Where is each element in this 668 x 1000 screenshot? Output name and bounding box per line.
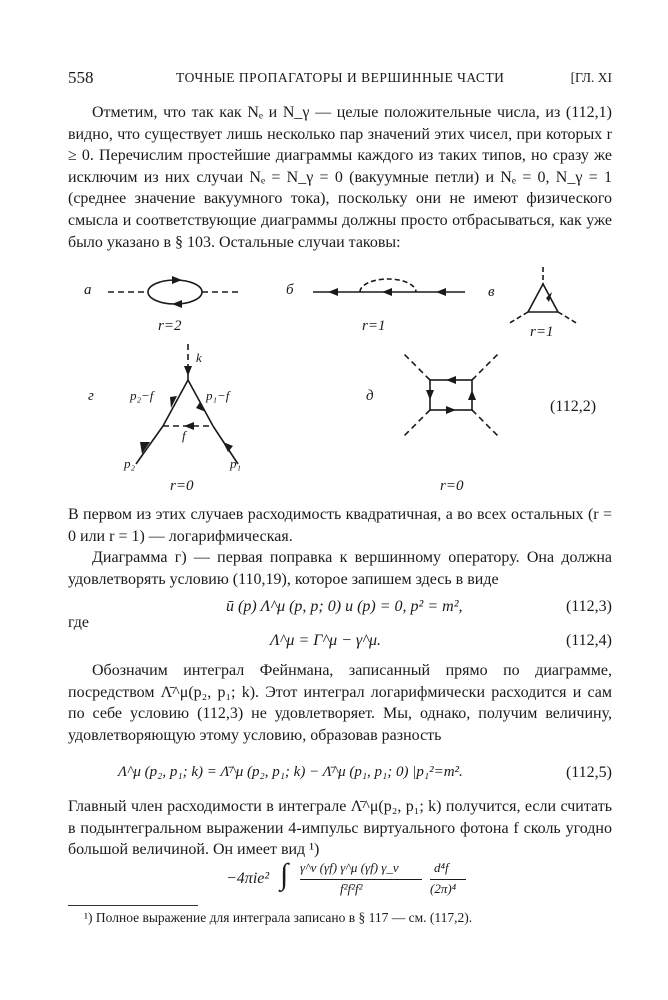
equation-integral [226,860,486,900]
diagram-v [508,267,578,324]
diagram-g-left-internal-line [163,380,188,426]
label-f: f [182,428,186,443]
diagram-g [136,344,238,464]
running-title: ТОЧНЫЕ ПРОПАГАТОРЫ И ВЕРШИННЫЕ ЧАСТИ [176,70,505,85]
arrow-icon [446,376,456,384]
diagram-d-photon-bottom-right [472,410,500,438]
arrow-icon [328,288,338,296]
label-r-d: r=0 [440,478,464,494]
diagram-d-electron-box [430,380,472,410]
paragraph-divergence [68,504,612,547]
label-a: а [84,282,92,298]
paragraph-intro [68,102,612,253]
label-d: д [366,388,374,404]
diagram-g-outgoing-electron-line [136,426,163,464]
diagram-d-photon-top-left [402,352,430,380]
diagram-d [402,352,500,438]
diagram-a [108,276,240,308]
label-v: в [488,284,495,300]
integral-numerator: γ^ν (γf) γ^μ (γf) γ_ν [300,860,399,875]
equation-112-5: Λ^μ (p₂, p₁; k) = Λ̄^μ (p₂, p₁; k) − Λ̄^μ (p₁, p₁; 0) |p₁²=m². [118,764,463,780]
label-p2-minus-f: p₂−f [130,388,154,403]
footnote-rule [68,905,198,906]
equation-112-4: Λ^μ = Γ^μ − γ^μ. [270,632,382,649]
arrow-icon [223,442,233,452]
equation-number-112-5: (112,5) [565,764,612,781]
running-header [68,68,612,90]
paragraph-leading-term [68,796,612,861]
arrow-icon [426,390,434,400]
where-word: где [68,614,90,631]
footnote: ¹) Полное выражение для интеграла записано в § 117 — см. (117,2). [84,910,473,925]
paragraph-vertex-text: Диаграмма г) — первая поправка к вершинному оператору. Она должна удовлетворять условию (110,19), которое запишем здесь в виде [68,549,612,588]
measure-fraction-bar [430,879,466,880]
label-b: б [286,282,294,298]
diagram-v-left-photon-line [508,312,528,324]
equation-112-3: ū (p) Λ^μ (p, p; 0) u (p) = 0, p² = m², [226,598,463,615]
paragraph-leading-term-text: Главный член расходимости в интеграле Λ̄^μ(p₂, p₁; k) получится, если считать в подынтегральном выражении 4-импульс виртуального фотона f сколь угодно большой величиной. Он имеет вид ¹) [68,798,612,859]
page-number: 558 [68,68,94,87]
paragraph-divergence-text: В первом из этих случаев расходимость квадратичная, а во всех остальных (r = 0 или r = 1) — логарифмическая. [68,506,612,545]
label-r-g: r=0 [170,478,194,494]
integral-denominator: f²f²f² [340,881,363,896]
arrow-icon [172,276,182,284]
feynman-diagrams-figure [60,262,620,507]
diagram-d-photon-top-right [472,352,500,380]
arrow-icon [172,300,182,308]
diagrams-svg [60,262,620,507]
label-g: г [88,388,94,404]
chapter-label: [ГЛ. XI [570,70,612,85]
diagram-v-electron-triangle [528,284,558,312]
integral-prefix: −4πie² [226,870,270,887]
diagram-b [313,279,465,296]
measure-numerator: d⁴f [434,860,449,875]
paragraph-feynman-integral-text: Обозначим интеграл Фейнмана, записанный прямо по диаграмме, посредством Λ̄^μ(p₂, p₁; k). Этот интеграл логарифмически расходится и сам по себе условию (112,3) не удовлетворяет. Мы, однако, получим величину, удовлетворяющую этому условию, образовав разность [68,662,612,744]
arrow-icon [382,288,392,296]
label-r-v: r=1 [530,324,554,340]
arrow-icon [436,288,446,296]
diagram-d-photon-bottom-left [402,410,430,438]
arrow-icon [184,366,192,376]
equation-number-112-3: (112,3) [565,598,612,615]
integral-sign: ∫ [280,858,289,891]
equation-number-112-2: (112,2) [550,398,597,415]
paragraph-intro-text: Отметим, что так как Nₑ и N_γ — целые положительные числа, из (112,1) видно, что существует лишь несколько пар значений этих чисел, при которых r ≥ 0. Перечислим простейшие диаграммы каждого из таких типов, но сразу же исключим из них случаи Nₑ = N_γ = 0 (вакуумные петли) и Nₑ = 0, N_γ = 1 (среднее значение вакуумного тока), поскольку они не имеют физического смысла и соответствующие диаграммы должны просто отбрасываться, как уже было указано в § 103. Остальные случаи таковы: [68,104,612,251]
diagram-a-electron-loop [148,280,202,304]
label-p2: p₂ [124,456,136,471]
label-k: k [196,350,202,365]
integral-fraction-bar [300,879,422,880]
label-p1: p₁ [230,456,242,471]
diagram-v-right-photon-line [558,312,578,324]
label-p1-minus-f: p₁−f [206,388,230,403]
measure-denominator: (2π)⁴ [430,881,457,896]
arrow-icon [446,406,456,414]
paragraph-feynman-integral [68,660,612,746]
paragraph-vertex [68,547,612,590]
label-r-b: r=1 [362,318,386,334]
label-r-a: r=2 [158,318,182,334]
equation-number-112-4: (112,4) [565,632,612,649]
arrow-icon [468,390,476,400]
